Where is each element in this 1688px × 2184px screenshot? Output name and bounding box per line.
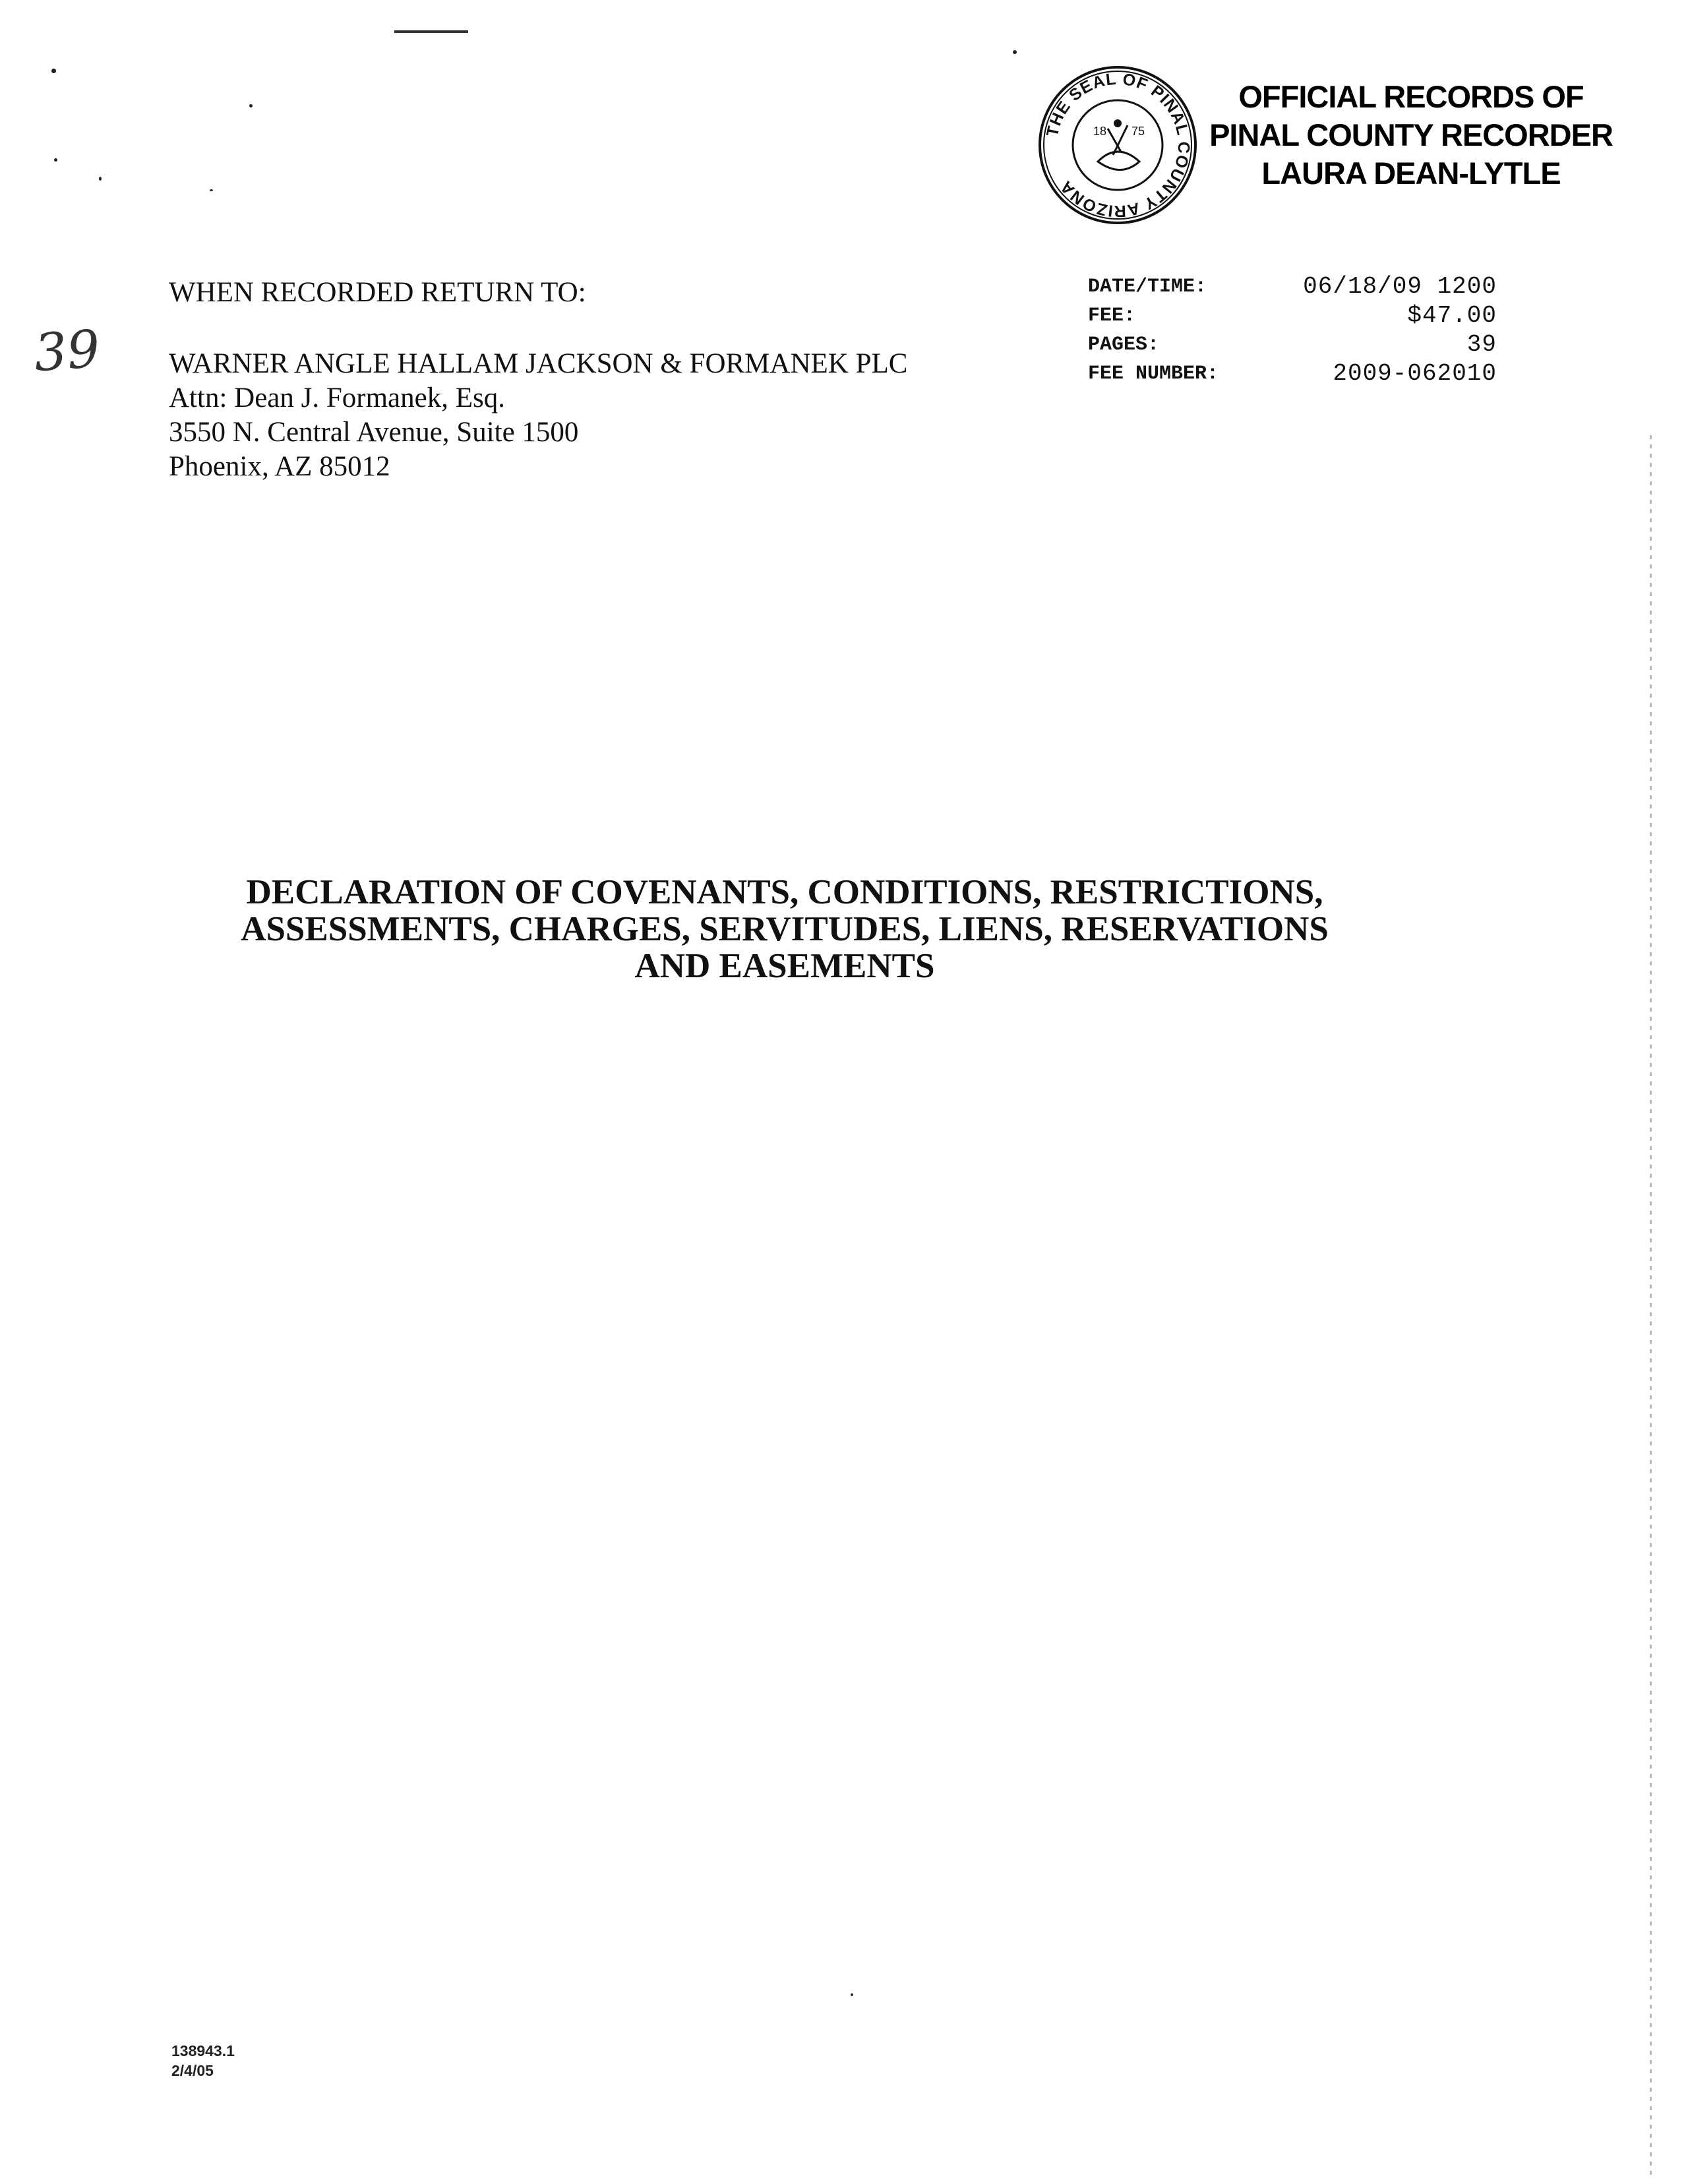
scan-mark-top-rule xyxy=(394,30,468,33)
datetime-value: 06/18/09 1200 xyxy=(1303,273,1497,300)
return-to-city: Phoenix, AZ 85012 xyxy=(169,451,390,482)
datetime-label: DATE/TIME: xyxy=(1088,276,1207,298)
recording-info xyxy=(1088,272,1497,388)
pages-label: PAGES: xyxy=(1088,334,1160,356)
recording-row-fee-number xyxy=(1088,359,1497,388)
seal-year-right: 75 xyxy=(1131,125,1145,138)
seal-ring-text: THE SEAL OF PINAL COUNTY ARIZONA xyxy=(1042,69,1193,221)
title-line-2: ASSESSMENTS, CHARGES, SERVITUDES, LIENS, RESERVATIONS xyxy=(241,910,1329,948)
return-to-firm: WARNER ANGLE HALLAM JACKSON & FORMANEK PLC xyxy=(169,348,908,379)
recording-row-datetime xyxy=(1088,272,1497,301)
return-to-attn: Attn: Dean J. Formanek, Esq. xyxy=(169,382,505,413)
return-to-block xyxy=(169,276,907,484)
scan-speck xyxy=(51,69,56,73)
fee-label: FEE: xyxy=(1088,305,1136,327)
county-seal xyxy=(1035,63,1200,228)
scan-speck xyxy=(210,189,213,191)
scan-speck xyxy=(99,177,102,181)
recorder-heading xyxy=(1200,78,1622,193)
recording-row-fee xyxy=(1088,301,1497,330)
scan-speck xyxy=(54,158,57,162)
document-title xyxy=(158,874,1411,985)
footer-doc-id: 138943.1 xyxy=(171,2042,235,2059)
recorder-line-2: PINAL COUNTY RECORDER xyxy=(1209,117,1613,152)
seal-year-left: 18 xyxy=(1093,125,1107,138)
title-line-1: DECLARATION OF COVENANTS, CONDITIONS, RESTRICTIONS, xyxy=(246,873,1323,911)
recorder-line-3: LAURA DEAN-LYTLE xyxy=(1261,156,1561,191)
scan-speck xyxy=(249,104,253,107)
recording-row-pages xyxy=(1088,330,1497,359)
scan-edge-line xyxy=(1650,435,1652,2176)
scan-speck xyxy=(851,1993,853,1996)
footer-date: 2/4/05 xyxy=(171,2062,214,2079)
handwritten-page-count: 39 xyxy=(32,319,102,384)
return-to-street: 3550 N. Central Avenue, Suite 1500 xyxy=(169,417,579,448)
pages-value: 39 xyxy=(1466,331,1497,358)
scan-speck xyxy=(1013,50,1017,54)
recorder-line-1: OFFICIAL RECORDS OF xyxy=(1238,79,1584,114)
title-line-3: AND EASEMENTS xyxy=(634,947,935,985)
document-footer-id xyxy=(171,2041,235,2080)
fee-number-label: FEE NUMBER: xyxy=(1088,363,1219,385)
return-to-heading: WHEN RECORDED RETURN TO: xyxy=(169,277,586,308)
fee-number-value: 2009-062010 xyxy=(1333,360,1497,387)
fee-value: $47.00 xyxy=(1407,302,1497,329)
